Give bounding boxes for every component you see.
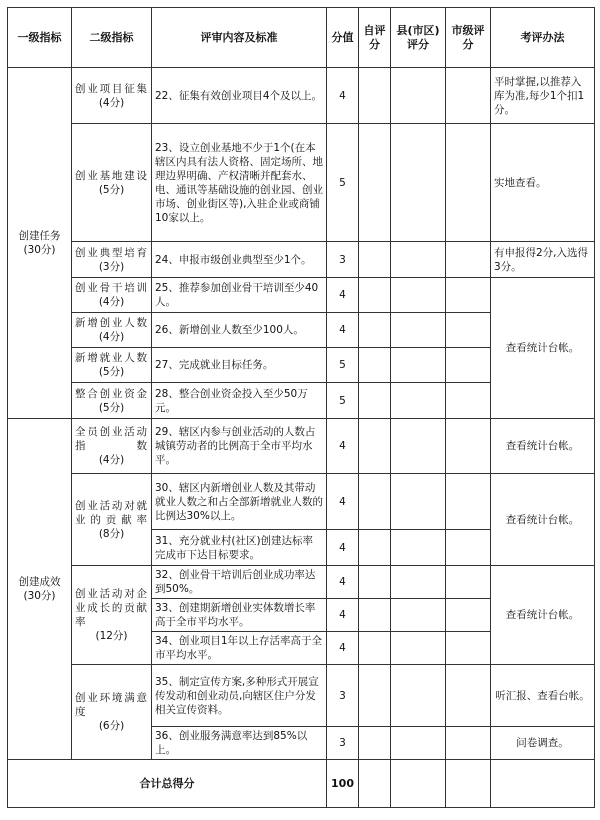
self-score-cell[interactable] <box>359 313 391 348</box>
criteria-text: 29、辖区内参与创业活动的人数占城镇劳动者的比例高于全市平均水平。 <box>152 419 327 474</box>
city-score-cell[interactable] <box>446 383 491 419</box>
city-score-cell[interactable] <box>446 313 491 348</box>
criteria-text: 30、辖区内新增创业人数及其带动就业人数之和占全部新增就业人数的比例达30%以上。 <box>152 474 327 530</box>
score-value: 3 <box>327 727 359 760</box>
table-row <box>8 242 595 278</box>
county-score-cell[interactable] <box>391 348 446 383</box>
header-row <box>8 8 595 68</box>
sub-indicator: 创业基地建设 (5分) <box>72 124 152 242</box>
table-row <box>8 278 595 313</box>
self-score-cell[interactable] <box>359 474 391 530</box>
county-total-cell[interactable] <box>391 760 446 808</box>
county-score-cell[interactable] <box>391 474 446 530</box>
county-score-cell[interactable] <box>391 632 446 665</box>
score-value: 5 <box>327 383 359 419</box>
criteria-text: 34、创业项目1年以上存活率高于全市平均水平。 <box>152 632 327 665</box>
city-score-cell[interactable] <box>446 242 491 278</box>
method-text: 实地查看。 <box>491 124 595 242</box>
self-score-cell[interactable] <box>359 348 391 383</box>
header-county-score: 县(市区)评分 <box>391 8 446 68</box>
table-row <box>8 566 595 599</box>
self-score-cell[interactable] <box>359 68 391 124</box>
score-value: 4 <box>327 530 359 566</box>
county-score-cell[interactable] <box>391 242 446 278</box>
score-value: 4 <box>327 313 359 348</box>
self-score-cell[interactable] <box>359 124 391 242</box>
header-content: 评审内容及标准 <box>152 8 327 68</box>
score-value: 4 <box>327 599 359 632</box>
table-row <box>8 474 595 530</box>
county-score-cell[interactable] <box>391 727 446 760</box>
sub-indicator: 创业典型培育 (3分) <box>72 242 152 278</box>
table-row <box>8 419 595 474</box>
total-value: 100 <box>327 760 359 808</box>
sub-indicator: 创业骨干培训 (4分) <box>72 278 152 313</box>
self-score-cell[interactable] <box>359 278 391 313</box>
self-score-cell[interactable] <box>359 599 391 632</box>
criteria-text: 26、新增创业人数至少100人。 <box>152 313 327 348</box>
method-text: 听汇报、查看台帐。 <box>491 665 595 727</box>
self-score-cell[interactable] <box>359 242 391 278</box>
city-score-cell[interactable] <box>446 124 491 242</box>
city-total-cell[interactable] <box>446 760 491 808</box>
score-value: 4 <box>327 278 359 313</box>
group-label: 创建任务 <box>18 230 61 242</box>
sub-indicator: 创业活动对企业成长的贡献率 (12分) <box>72 566 152 665</box>
score-value: 4 <box>327 419 359 474</box>
header-level1: 一级指标 <box>8 8 72 68</box>
city-score-cell[interactable] <box>446 474 491 530</box>
self-total-cell[interactable] <box>359 760 391 808</box>
county-score-cell[interactable] <box>391 566 446 599</box>
county-score-cell[interactable] <box>391 419 446 474</box>
county-score-cell[interactable] <box>391 313 446 348</box>
county-score-cell[interactable] <box>391 530 446 566</box>
score-value: 4 <box>327 566 359 599</box>
header-self-score: 自评分 <box>359 8 391 68</box>
county-score-cell[interactable] <box>391 383 446 419</box>
header-score: 分值 <box>327 8 359 68</box>
table-row <box>8 665 595 727</box>
sub-indicator: 全员创业活动指数 (4分) <box>72 419 152 474</box>
self-score-cell[interactable] <box>359 566 391 599</box>
self-score-cell[interactable] <box>359 632 391 665</box>
county-score-cell[interactable] <box>391 665 446 727</box>
header-method: 考评办法 <box>491 8 595 68</box>
criteria-text: 24、申报市级创业典型至少1个。 <box>152 242 327 278</box>
method-text: 平时掌握,以推荐入库为准,每少1个扣1分。 <box>491 68 595 124</box>
method-text: 问卷调查。 <box>491 727 595 760</box>
criteria-text: 23、设立创业基地不少于1个(在本辖区内具有法人资格、固定场所、地理边界明确、产权清晰并配套水、电、通讯等基础设施的创业园、创业市场、创业街区等),入驻企业或商铺10家以上。 <box>152 124 327 242</box>
county-score-cell[interactable] <box>391 278 446 313</box>
city-score-cell[interactable] <box>446 348 491 383</box>
criteria-text: 28、整合创业资金投入至少50万元。 <box>152 383 327 419</box>
group-points: (30分) <box>23 244 56 256</box>
total-row <box>8 760 595 808</box>
criteria-text: 35、制定宣传方案,多种形式开展宣传发动和创业动员,向辖区住户分发相关宣传资料。 <box>152 665 327 727</box>
table-row <box>8 68 595 124</box>
group-points: (30分) <box>23 590 56 602</box>
method-text: 查看统计台帐。 <box>491 419 595 474</box>
city-score-cell[interactable] <box>446 599 491 632</box>
city-score-cell[interactable] <box>446 727 491 760</box>
criteria-text: 33、创建期新增创业实体数增长率高于全市平均水平。 <box>152 599 327 632</box>
criteria-text: 22、征集有效创业项目4个及以上。 <box>152 68 327 124</box>
county-score-cell[interactable] <box>391 124 446 242</box>
criteria-text: 27、完成就业目标任务。 <box>152 348 327 383</box>
criteria-text: 25、推荐参加创业骨干培训至少40人。 <box>152 278 327 313</box>
method-text: 查看统计台帐。 <box>491 474 595 566</box>
city-score-cell[interactable] <box>446 566 491 599</box>
city-score-cell[interactable] <box>446 278 491 313</box>
city-score-cell[interactable] <box>446 68 491 124</box>
method-total-cell <box>491 760 595 808</box>
score-value: 3 <box>327 665 359 727</box>
score-value: 4 <box>327 632 359 665</box>
self-score-cell[interactable] <box>359 383 391 419</box>
self-score-cell[interactable] <box>359 419 391 474</box>
evaluation-table <box>7 7 595 808</box>
table-row <box>8 124 595 242</box>
county-score-cell[interactable] <box>391 599 446 632</box>
city-score-cell[interactable] <box>446 665 491 727</box>
method-text: 有申报得2分,入选得3分。 <box>491 242 595 278</box>
score-value: 5 <box>327 124 359 242</box>
group-cell <box>8 419 72 760</box>
city-score-cell[interactable] <box>446 632 491 665</box>
score-value: 3 <box>327 242 359 278</box>
criteria-text: 31、充分就业村(社区)创建达标率完成市下达目标要求。 <box>152 530 327 566</box>
sub-indicator: 整合创业资金 (5分) <box>72 383 152 419</box>
total-label: 合计总得分 <box>8 760 327 808</box>
group-cell <box>8 68 72 419</box>
city-score-cell[interactable] <box>446 530 491 566</box>
sub-indicator: 新增创业人数 (4分) <box>72 313 152 348</box>
criteria-text: 36、创业服务满意率达到85%以上。 <box>152 727 327 760</box>
header-city-score: 市级评分 <box>446 8 491 68</box>
sub-indicator: 创业活动对就业的贡献率 (8分) <box>72 474 152 566</box>
score-value: 4 <box>327 474 359 530</box>
method-text: 查看统计台帐。 <box>491 566 595 665</box>
method-text: 查看统计台帐。 <box>491 278 595 419</box>
self-score-cell[interactable] <box>359 665 391 727</box>
self-score-cell[interactable] <box>359 530 391 566</box>
score-value: 5 <box>327 348 359 383</box>
city-score-cell[interactable] <box>446 419 491 474</box>
group-label: 创建成效 <box>18 576 61 588</box>
sub-indicator: 创业环境满意度 (6分) <box>72 665 152 760</box>
header-level2: 二级指标 <box>72 8 152 68</box>
county-score-cell[interactable] <box>391 68 446 124</box>
sub-indicator: 新增就业人数 (5分) <box>72 348 152 383</box>
criteria-text: 32、创业骨干培训后创业成功率达到50%。 <box>152 566 327 599</box>
score-value: 4 <box>327 68 359 124</box>
sub-indicator: 创业项目征集 (4分) <box>72 68 152 124</box>
self-score-cell[interactable] <box>359 727 391 760</box>
